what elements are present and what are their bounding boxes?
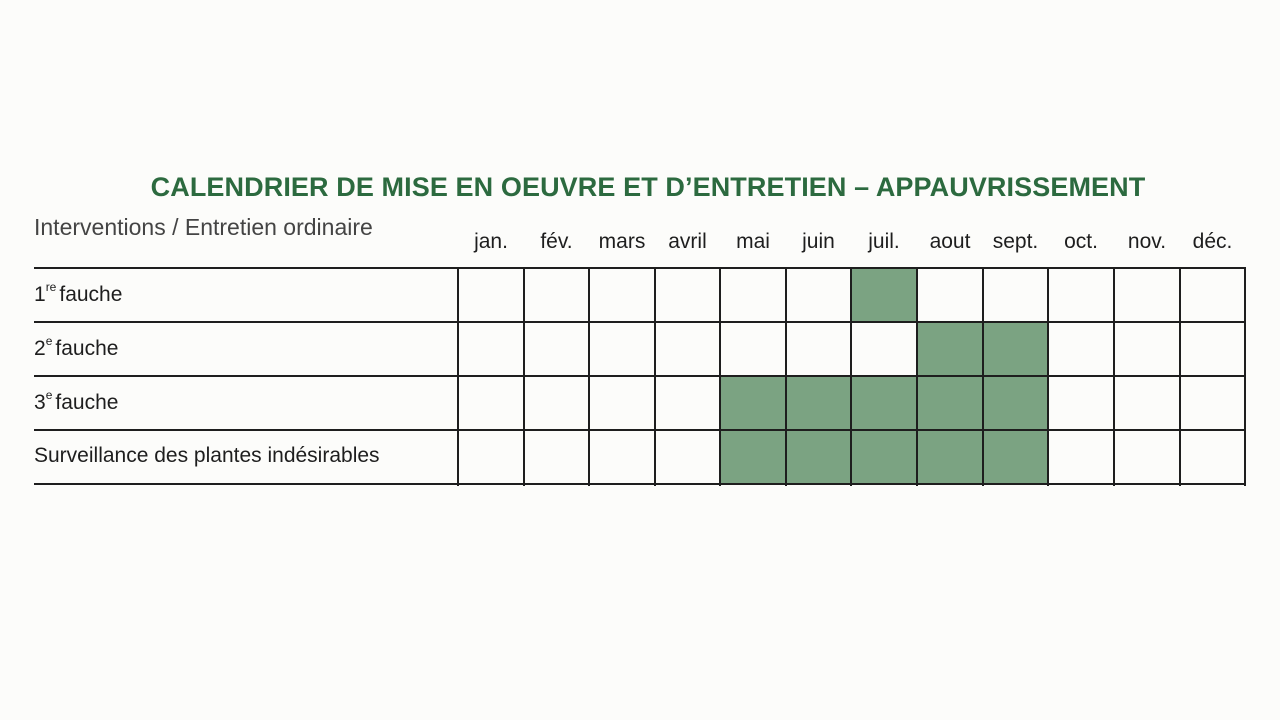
grid-column-line <box>719 268 721 486</box>
active-cell <box>720 376 786 430</box>
grid-column-line <box>523 268 525 486</box>
month-label: fév. <box>540 230 573 253</box>
active-cell <box>917 430 983 484</box>
grid-row-line <box>34 375 1246 377</box>
month-label: juil. <box>868 230 900 253</box>
grid-column-line <box>1113 268 1115 486</box>
grid-row-line <box>34 429 1246 431</box>
month-label: sept. <box>992 230 1039 253</box>
grid-column-line <box>588 268 590 486</box>
active-cell <box>917 376 983 430</box>
grid-row-line <box>34 267 1246 269</box>
grid-row-line <box>34 321 1246 323</box>
intervention-label <box>34 282 122 307</box>
fauche-number: 2 <box>34 337 46 360</box>
grid-column-line <box>654 268 656 486</box>
intervention-label <box>34 390 118 415</box>
active-cell <box>983 322 1048 376</box>
intervention-text: fauche <box>55 337 119 360</box>
active-cell <box>786 430 851 484</box>
month-label: juin <box>802 230 835 253</box>
intervention-text: fauche <box>59 283 123 306</box>
intervention-label <box>34 336 118 361</box>
intervention-text: Surveillance des plantes indésirables <box>34 444 380 467</box>
active-cell <box>917 322 983 376</box>
month-label: oct. <box>1064 230 1098 253</box>
fauche-number: 3 <box>34 391 46 414</box>
month-label: mai <box>736 230 770 253</box>
grid-column-line <box>982 268 984 486</box>
intervention-text: fauche <box>55 391 119 414</box>
month-label: déc. <box>1192 230 1233 253</box>
active-cell <box>720 430 786 484</box>
grid-row-line <box>34 483 1246 485</box>
interventions-header: Interventions / Entretien ordinaire <box>34 214 373 240</box>
ordinal-suffix: e <box>45 334 53 348</box>
grid-column-line <box>850 268 852 486</box>
grid-column-line <box>1179 268 1181 486</box>
grid-column-line <box>785 268 787 486</box>
page-title: CALENDRIER DE MISE EN OEUVRE ET D’ENTRETIEN – APPAUVRISSEMENT <box>150 172 1146 202</box>
month-label: nov. <box>1127 230 1167 253</box>
active-cell <box>851 430 917 484</box>
grid-column-line <box>1047 268 1049 486</box>
active-cell <box>983 430 1048 484</box>
month-label: mars <box>598 230 646 253</box>
intervention-label <box>34 444 380 468</box>
month-label: aout <box>929 230 971 253</box>
grid-column-line <box>1244 268 1246 486</box>
month-label: jan. <box>474 230 508 253</box>
active-cell <box>983 376 1048 430</box>
active-cell <box>786 376 851 430</box>
grid-column-line <box>916 268 918 486</box>
active-cell <box>851 376 917 430</box>
ordinal-suffix: e <box>45 388 53 402</box>
month-label: avril <box>668 230 707 253</box>
fauche-number: 1 <box>34 283 46 306</box>
ordinal-suffix: re <box>45 280 57 294</box>
active-cell <box>851 268 917 322</box>
grid-column-line <box>457 268 459 486</box>
